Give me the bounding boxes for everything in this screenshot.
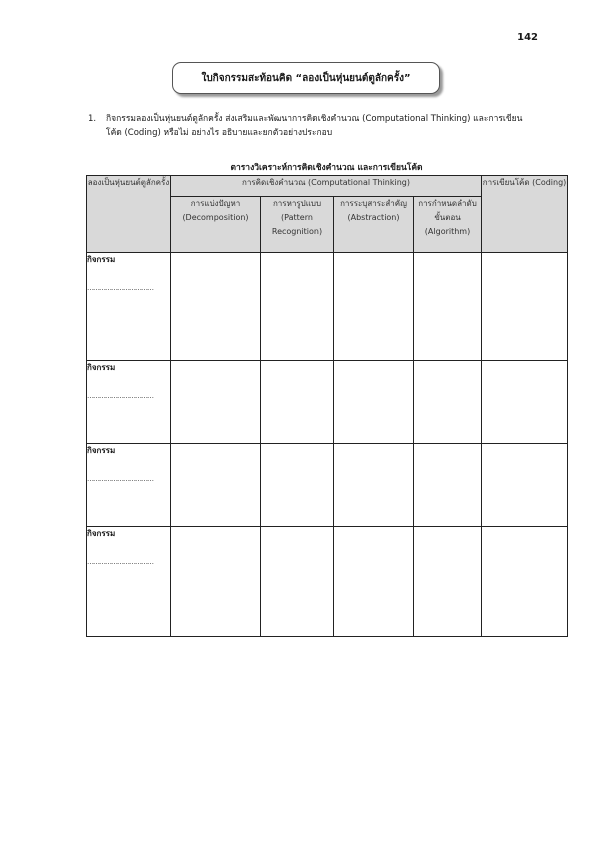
algorithm-cell[interactable]: [414, 253, 482, 361]
worksheet-title-box: [172, 62, 440, 94]
col-header-decomposition: การแบ่งปัญหา (Decomposition): [171, 197, 261, 253]
algorithm-cell[interactable]: [414, 361, 482, 444]
table-row: [87, 444, 568, 527]
coding-cell[interactable]: [482, 361, 568, 444]
col-header-abstraction: การระบุสาระสำคัญ (Abstraction): [334, 197, 414, 253]
page-number: 142: [517, 32, 538, 43]
activity-label: กิจกรรม: [87, 446, 116, 455]
table-row: [87, 361, 568, 444]
activity-cell: [87, 444, 171, 527]
coding-cell[interactable]: [482, 444, 568, 527]
question-text: กิจกรรมลองเป็นหุ่นยนต์ตูลักครั้ง ส่งเสริมและพัฒนาการคิดเชิงคำนวณ (Computational Thinking) และการเขียนโค้ด (Coding) หรือไม่ อย่างไร อธิบายและยกตัวอย่างประกอบ: [106, 114, 523, 138]
abstraction-cell[interactable]: [334, 361, 414, 444]
pattern-recognition-cell[interactable]: [261, 527, 334, 637]
activity-blank-line[interactable]: ……………………………: [87, 392, 153, 400]
table-row: [87, 253, 568, 361]
decomposition-cell[interactable]: [171, 361, 261, 444]
decomposition-cell[interactable]: [171, 444, 261, 527]
pattern-recognition-cell[interactable]: [261, 253, 334, 361]
algorithm-cell[interactable]: [414, 527, 482, 637]
activity-label: กิจกรรม: [87, 363, 116, 372]
col-header-activity: ลองเป็นหุ่นยนต์ตูลักครั้ง: [87, 176, 171, 253]
question-number: 1.: [88, 114, 97, 124]
col-header-coding: การเขียนโค้ด (Coding): [482, 176, 568, 253]
activity-label: กิจกรรม: [87, 255, 116, 264]
activity-blank-line[interactable]: ……………………………: [87, 558, 153, 566]
activity-cell: [87, 253, 171, 361]
activity-blank-line[interactable]: ……………………………: [87, 284, 153, 292]
abstraction-cell[interactable]: [334, 253, 414, 361]
pattern-recognition-cell[interactable]: [261, 444, 334, 527]
activity-cell: [87, 361, 171, 444]
table-row: [87, 527, 568, 637]
activity-blank-line[interactable]: ……………………………: [87, 475, 153, 483]
analysis-table: [86, 175, 568, 637]
pattern-recognition-cell[interactable]: [261, 361, 334, 444]
activity-cell: [87, 527, 171, 637]
coding-cell[interactable]: [482, 253, 568, 361]
activity-label: กิจกรรม: [87, 529, 116, 538]
question-1: [88, 112, 538, 140]
col-header-algorithm: การกำหนดลำดับขั้นตอน (Algorithm): [414, 197, 482, 253]
abstraction-cell[interactable]: [334, 527, 414, 637]
algorithm-cell[interactable]: [414, 444, 482, 527]
abstraction-cell[interactable]: [334, 444, 414, 527]
coding-cell[interactable]: [482, 527, 568, 637]
decomposition-cell[interactable]: [171, 527, 261, 637]
decomposition-cell[interactable]: [171, 253, 261, 361]
col-header-computational-thinking: การคิดเชิงคำนวณ (Computational Thinking): [171, 176, 482, 197]
col-header-pattern-recognition: การหารูปแบบ (Pattern Recognition): [261, 197, 334, 253]
table-caption: ตารางวิเคราะห์การคิดเชิงคำนวณ และการเขียนโค้ด: [230, 163, 423, 173]
worksheet-title: ใบกิจกรรมสะท้อนคิด “ลองเป็นหุ่นยนต์ตูลักครั้ง”: [201, 72, 411, 84]
